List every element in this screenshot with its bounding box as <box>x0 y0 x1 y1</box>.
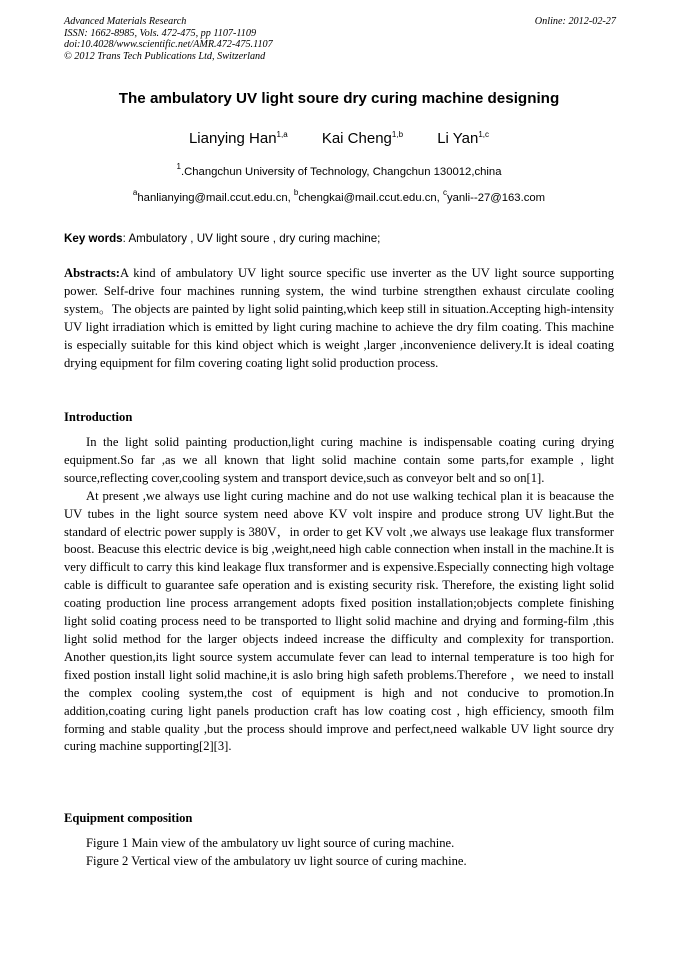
email-sup: a <box>132 188 138 197</box>
email-list <box>0 188 678 204</box>
abstract <box>64 265 614 372</box>
author <box>189 130 288 147</box>
introduction-body <box>64 434 614 756</box>
online-date: Online: 2012-02-27 <box>534 16 616 27</box>
author-name: Lianying Han <box>188 130 277 147</box>
paragraph: At present ,we always use light curing machine and do not use walking techical plan it is beacause the UV tubes in the light source system need above KV volt inspire and produce strong UV light.But the standard of electric power supply is 380V，in order to get KV volt ,we always use leakage flux transformer boost. Beacuse this electric device is big ,weight,need high cable connection when install in the machine.It is very difficult to carry this kind leakage flux transformer and is expensive.Especially connecting high voltage cable is difficult to guarantee safe operation and is existing security risk. Therefore, the existing light solid coating production line process arrangement adopts fixed position installation;objects complete finishing light solid coating process need to be transported to llight solid machine and drying and forming-film ,this light solid method for the larger objects indeed increase the difficulty and complexity for transportion. Another question,its light source system accumulate fever can lead to internal temperature is too high for fixed postion install light solid machine,it is aslo bring high safeth problems.Therefore ，we need to install the complex cooling system,the cost of equipment is high and not conducive to promotion.In addition,coating curing light panels production craft has low coating cost , high efficiency, smooth film forming and stable quality ,but the process should improve and perfect,need walkable UV light source dry curing machine supporting[2][3]. <box>64 488 614 754</box>
doi-line: doi:10.4028/www.scientific.net/AMR.472-475.1107 <box>64 39 273 50</box>
journal-name: Advanced Materials Research <box>64 16 187 27</box>
email-sup: c <box>442 188 447 197</box>
keywords-text: : Ambulatory , UV light soure , dry curing machine; <box>122 232 381 245</box>
paper-title: The ambulatory UV light soure dry curing machine designing <box>118 90 560 107</box>
author-name: Kai Cheng <box>321 130 392 147</box>
issn-line: ISSN: 1662-8985, Vols. 472-475, pp 1107-1109 <box>64 27 257 39</box>
affiliation <box>0 162 678 178</box>
keywords <box>64 232 616 245</box>
email-sup: b <box>293 188 299 197</box>
paragraph: In the light solid painting production,light curing machine is indispensable coating curing drying equipment.So far ,as we all known that light solid machine contain some parts,for example , light source,reflecting cover,cooling system and transport device,such as conveyor belt and so on[1]. <box>64 435 614 485</box>
author <box>322 130 403 147</box>
copyright-line: © 2012 Trans Tech Publications Ltd, Switzerland <box>64 50 266 62</box>
introduction-heading: Introduction <box>64 410 133 424</box>
figure-list <box>86 834 467 870</box>
email-link[interactable]: yanli--27@163.com <box>446 192 546 204</box>
keywords-label: Key words <box>64 232 123 245</box>
author-name: Li Yan <box>437 130 479 147</box>
figure-caption: Figure 2 Vertical view of the ambulatory uv light source of curing machine. <box>86 854 467 868</box>
email-link[interactable]: hanlianying@mail.ccut.edu.cn, <box>137 192 294 204</box>
author <box>437 130 489 147</box>
page-header <box>64 16 616 62</box>
author-sup: 1,c <box>478 130 490 139</box>
author-sup: 1,b <box>391 130 404 139</box>
author-sup: 1,a <box>276 130 288 139</box>
author-list <box>0 130 678 147</box>
equipment-heading: Equipment composition <box>64 811 193 825</box>
abstract-label: Abstracts: <box>64 266 120 280</box>
affiliation-text: .Changchun University of Technology, Changchun 130012,china <box>180 166 502 178</box>
abstract-text: A kind of ambulatory UV light source specific use inverter as the UV light source supporting power. Self-drive four machines running system, the wind turbine strengthen exhaust circulate cooling system。The objects are painted by light solid painting,which keep still in situation.Accepting high-intensity UV light irradiation which is emitted by light curing machine to achieve the dry film coating. This machine is especially suitable for this kind object which is weight ,larger ,inconvenience delivery.It is ideal coating drying equipment for film covering coating light solid production process. <box>64 266 614 370</box>
figure-caption: Figure 1 Main view of the ambulatory uv light source of curing machine. <box>86 836 455 850</box>
affiliation-sup: 1 <box>176 162 181 171</box>
email-link[interactable]: chengkai@mail.ccut.edu.cn, <box>298 192 443 204</box>
